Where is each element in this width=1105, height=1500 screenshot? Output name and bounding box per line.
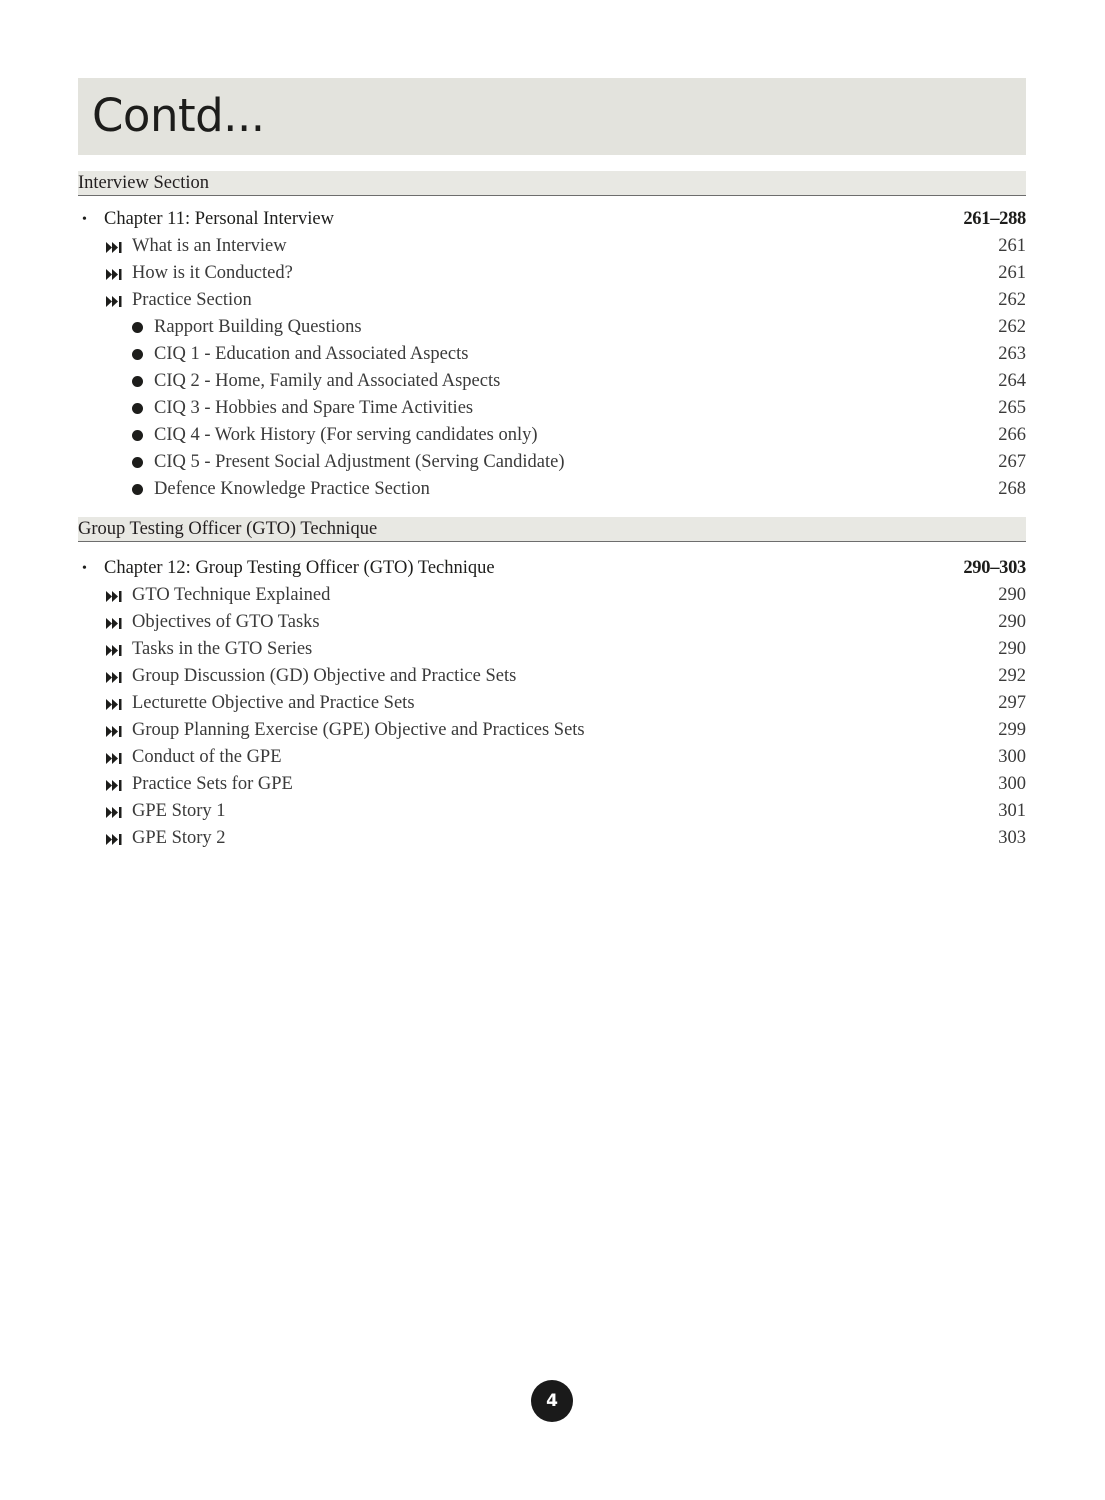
bullet-dot-icon <box>132 376 143 387</box>
entry-page: 265 <box>998 398 1026 418</box>
toc-entry[interactable] <box>78 771 1026 798</box>
bullet-icon: • <box>82 212 87 227</box>
toc-entry[interactable] <box>78 690 1026 717</box>
entry-page: 299 <box>998 720 1026 740</box>
bullet-icon: • <box>82 561 87 576</box>
entry-label: How is it Conducted? <box>132 263 293 283</box>
entry-page: 300 <box>998 747 1026 767</box>
toc-subentry[interactable] <box>78 476 1026 503</box>
toc-subentry[interactable] <box>78 395 1026 422</box>
entry-page: 267 <box>998 452 1026 472</box>
entry-label: Conduct of the GPE <box>132 747 282 767</box>
fast-forward-icon <box>106 242 123 253</box>
chapter-page-range: 290–303 <box>963 558 1026 578</box>
entry-page: 300 <box>998 774 1026 794</box>
toc-subentry[interactable] <box>78 368 1026 395</box>
fast-forward-icon <box>106 753 123 764</box>
page-title: Contd... <box>92 89 265 142</box>
entry-page: 262 <box>998 317 1026 337</box>
entry-page: 263 <box>998 344 1026 364</box>
fast-forward-icon <box>106 780 123 791</box>
chapter-page-range: 261–288 <box>963 209 1026 229</box>
fast-forward-icon <box>106 699 123 710</box>
toc-entry[interactable] <box>78 717 1026 744</box>
toc-subentry[interactable] <box>78 341 1026 368</box>
entry-page: 261 <box>998 263 1026 283</box>
toc-entry[interactable] <box>78 260 1026 287</box>
toc-entry[interactable] <box>78 636 1026 663</box>
entry-page: 290 <box>998 639 1026 659</box>
toc-subentry[interactable] <box>78 314 1026 341</box>
entry-page: 290 <box>998 585 1026 605</box>
toc-subentry[interactable] <box>78 449 1026 476</box>
fast-forward-icon <box>106 296 123 307</box>
entry-label: Practice Section <box>132 290 252 310</box>
bullet-dot-icon <box>132 349 143 360</box>
entry-page: 268 <box>998 479 1026 499</box>
entry-label: GPE Story 2 <box>132 828 226 848</box>
section-heading-gto <box>78 517 1026 542</box>
toc-entry[interactable] <box>78 609 1026 636</box>
entry-label: Tasks in the GTO Series <box>132 639 313 659</box>
subentry-label: CIQ 4 - Work History (For serving candidates only) <box>154 425 538 445</box>
entry-label: Group Discussion (GD) Objective and Practice Sets <box>132 666 517 686</box>
bullet-dot-icon <box>132 430 143 441</box>
entry-label: Lecturette Objective and Practice Sets <box>132 693 415 713</box>
subentry-label: Rapport Building Questions <box>154 317 362 337</box>
subentry-label: CIQ 1 - Education and Associated Aspects <box>154 344 469 364</box>
subentry-label: CIQ 5 - Present Social Adjustment (Serving Candidate) <box>154 452 565 472</box>
subentry-label: CIQ 2 - Home, Family and Associated Aspects <box>154 371 501 391</box>
section-heading-interview <box>78 171 1026 196</box>
entry-label: GTO Technique Explained <box>132 585 331 605</box>
entry-page: 261 <box>998 236 1026 256</box>
header-band <box>78 78 1026 155</box>
entry-page: 301 <box>998 801 1026 821</box>
toc-entry[interactable] <box>78 798 1026 825</box>
bullet-dot-icon <box>132 403 143 414</box>
entry-page: 264 <box>998 371 1026 391</box>
entry-label: Group Planning Exercise (GPE) Objective and Practices Sets <box>132 720 585 740</box>
fast-forward-icon <box>106 645 123 656</box>
toc-entry[interactable] <box>78 287 1026 314</box>
toc-entry[interactable] <box>78 233 1026 260</box>
fast-forward-icon <box>106 834 123 845</box>
section-title: Interview Section <box>78 173 209 193</box>
chapter-11-entry[interactable] <box>78 206 1026 233</box>
toc-subentry[interactable] <box>78 422 1026 449</box>
entry-page: 262 <box>998 290 1026 310</box>
fast-forward-icon <box>106 672 123 683</box>
bullet-dot-icon <box>132 484 143 495</box>
entry-page: 303 <box>998 828 1026 848</box>
chapter-label: Chapter 11: Personal Interview <box>104 209 334 229</box>
entry-label: Objectives of GTO Tasks <box>132 612 320 632</box>
fast-forward-icon <box>106 618 123 629</box>
subentry-label: CIQ 3 - Hobbies and Spare Time Activities <box>154 398 474 418</box>
chapter-label: Chapter 12: Group Testing Officer (GTO) Technique <box>104 558 495 578</box>
entry-page: 290 <box>998 612 1026 632</box>
fast-forward-icon <box>106 591 123 602</box>
entry-page: 292 <box>998 666 1026 686</box>
toc-entry[interactable] <box>78 825 1026 852</box>
toc-entry[interactable] <box>78 744 1026 771</box>
entry-label: What is an Interview <box>132 236 287 256</box>
toc-entry[interactable] <box>78 582 1026 609</box>
entry-label: GPE Story 1 <box>132 801 226 821</box>
entry-page: 297 <box>998 693 1026 713</box>
section-title: Group Testing Officer (GTO) Technique <box>78 519 378 539</box>
fast-forward-icon <box>106 269 123 280</box>
subentry-label: Defence Knowledge Practice Section <box>154 479 430 499</box>
chapter-12-entry[interactable] <box>78 555 1026 582</box>
toc-entry[interactable] <box>78 663 1026 690</box>
fast-forward-icon <box>106 807 123 818</box>
bullet-dot-icon <box>132 457 143 468</box>
page-number-badge: 4 <box>531 1380 573 1422</box>
entry-page: 266 <box>998 425 1026 445</box>
fast-forward-icon <box>106 726 123 737</box>
bullet-dot-icon <box>132 322 143 333</box>
entry-label: Practice Sets for GPE <box>132 774 293 794</box>
